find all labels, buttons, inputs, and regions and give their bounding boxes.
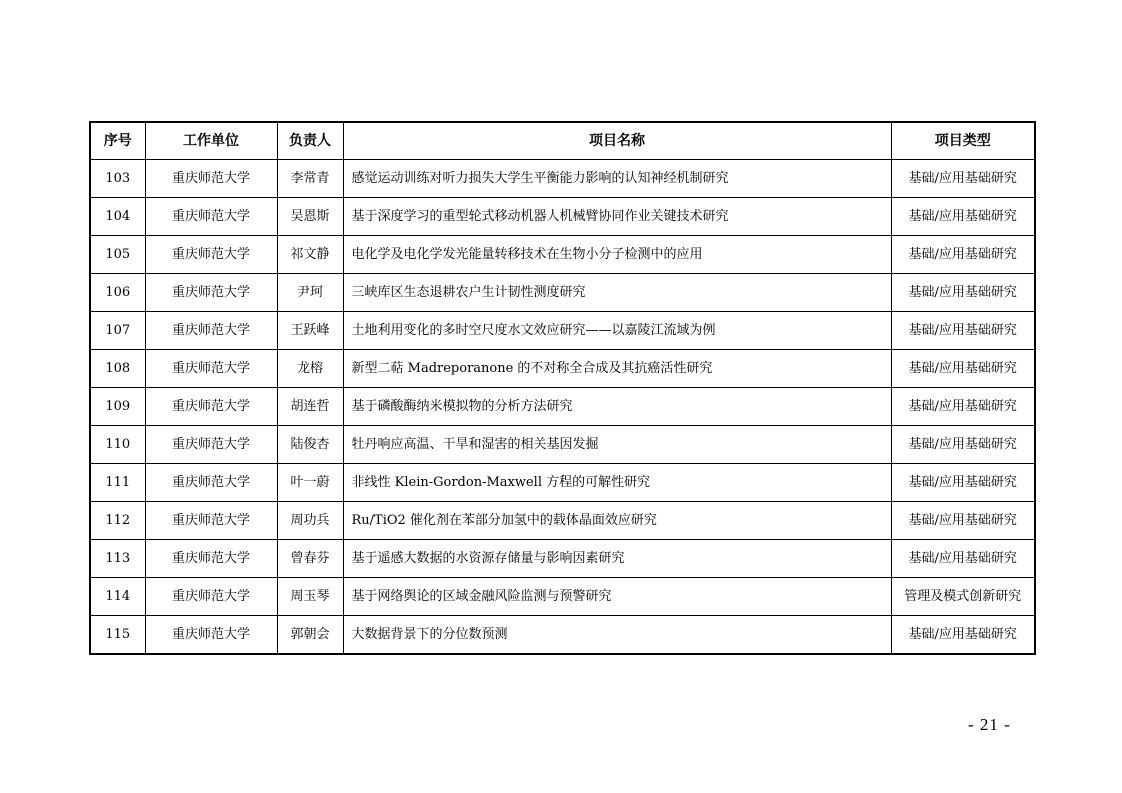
cell-leader: 胡连哲 bbox=[277, 388, 343, 426]
cell-project-name: 土地利用变化的多时空尺度水文效应研究——以嘉陵江流域为例 bbox=[343, 312, 891, 350]
cell-project-name: 牡丹响应高温、干旱和湿害的相关基因发掘 bbox=[343, 426, 891, 464]
cell-leader: 尹珂 bbox=[277, 274, 343, 312]
cell-index: 103 bbox=[90, 160, 145, 198]
cell-project-type: 管理及模式创新研究 bbox=[891, 578, 1035, 616]
cell-unit: 重庆师范大学 bbox=[145, 464, 277, 502]
cell-index: 110 bbox=[90, 426, 145, 464]
cell-project-type: 基础/应用基础研究 bbox=[891, 198, 1035, 236]
table-row bbox=[90, 616, 1035, 655]
cell-index: 108 bbox=[90, 350, 145, 388]
table-row bbox=[90, 464, 1035, 502]
cell-unit: 重庆师范大学 bbox=[145, 312, 277, 350]
cell-project-name: 感觉运动训练对听力损失大学生平衡能力影响的认知神经机制研究 bbox=[343, 160, 891, 198]
cell-leader: 陆俊杏 bbox=[277, 426, 343, 464]
cell-index: 106 bbox=[90, 274, 145, 312]
cell-leader: 吴恩斯 bbox=[277, 198, 343, 236]
cell-unit: 重庆师范大学 bbox=[145, 616, 277, 655]
cell-leader: 龙榕 bbox=[277, 350, 343, 388]
header-project-name: 项目名称 bbox=[343, 122, 891, 160]
cell-unit: 重庆师范大学 bbox=[145, 236, 277, 274]
header-unit: 工作单位 bbox=[145, 122, 277, 160]
cell-unit: 重庆师范大学 bbox=[145, 426, 277, 464]
cell-index: 105 bbox=[90, 236, 145, 274]
header-row bbox=[90, 122, 1035, 160]
header-project-type: 项目类型 bbox=[891, 122, 1035, 160]
table-row bbox=[90, 426, 1035, 464]
cell-unit: 重庆师范大学 bbox=[145, 502, 277, 540]
cell-leader: 祁文静 bbox=[277, 236, 343, 274]
cell-project-type: 基础/应用基础研究 bbox=[891, 236, 1035, 274]
cell-unit: 重庆师范大学 bbox=[145, 160, 277, 198]
cell-project-type: 基础/应用基础研究 bbox=[891, 350, 1035, 388]
cell-project-name: 基于磷酸酶纳米模拟物的分析方法研究 bbox=[343, 388, 891, 426]
cell-leader: 周玉琴 bbox=[277, 578, 343, 616]
cell-leader: 王跃峰 bbox=[277, 312, 343, 350]
cell-project-name: 三峡库区生态退耕农户生计韧性测度研究 bbox=[343, 274, 891, 312]
table-row bbox=[90, 198, 1035, 236]
cell-unit: 重庆师范大学 bbox=[145, 350, 277, 388]
page-number: - 21 - bbox=[968, 715, 1011, 734]
cell-project-name: 基于遥感大数据的水资源存储量与影响因素研究 bbox=[343, 540, 891, 578]
cell-index: 107 bbox=[90, 312, 145, 350]
cell-index: 114 bbox=[90, 578, 145, 616]
cell-index: 109 bbox=[90, 388, 145, 426]
header-leader: 负责人 bbox=[277, 122, 343, 160]
cell-leader: 周功兵 bbox=[277, 502, 343, 540]
table-row bbox=[90, 350, 1035, 388]
table-row bbox=[90, 578, 1035, 616]
table-row bbox=[90, 160, 1035, 198]
cell-project-name: 非线性 Klein-Gordon-Maxwell 方程的可解性研究 bbox=[343, 464, 891, 502]
cell-unit: 重庆师范大学 bbox=[145, 274, 277, 312]
project-table-container bbox=[89, 121, 1034, 655]
cell-project-name: 大数据背景下的分位数预测 bbox=[343, 616, 891, 655]
cell-index: 111 bbox=[90, 464, 145, 502]
table-row bbox=[90, 540, 1035, 578]
cell-project-type: 基础/应用基础研究 bbox=[891, 502, 1035, 540]
project-table bbox=[89, 121, 1036, 655]
header-index: 序号 bbox=[90, 122, 145, 160]
cell-project-type: 基础/应用基础研究 bbox=[891, 464, 1035, 502]
cell-leader: 郭朝会 bbox=[277, 616, 343, 655]
cell-project-type: 基础/应用基础研究 bbox=[891, 388, 1035, 426]
cell-project-name: 新型二萜 Madreporanone 的不对称全合成及其抗癌活性研究 bbox=[343, 350, 891, 388]
cell-unit: 重庆师范大学 bbox=[145, 540, 277, 578]
cell-leader: 叶一蔚 bbox=[277, 464, 343, 502]
table-row bbox=[90, 502, 1035, 540]
table-row bbox=[90, 388, 1035, 426]
cell-project-type: 基础/应用基础研究 bbox=[891, 274, 1035, 312]
table-row bbox=[90, 236, 1035, 274]
cell-leader: 曾春芬 bbox=[277, 540, 343, 578]
cell-unit: 重庆师范大学 bbox=[145, 388, 277, 426]
table-row bbox=[90, 312, 1035, 350]
cell-unit: 重庆师范大学 bbox=[145, 198, 277, 236]
cell-project-type: 基础/应用基础研究 bbox=[891, 616, 1035, 655]
cell-index: 112 bbox=[90, 502, 145, 540]
cell-project-type: 基础/应用基础研究 bbox=[891, 426, 1035, 464]
cell-project-type: 基础/应用基础研究 bbox=[891, 312, 1035, 350]
cell-leader: 李常青 bbox=[277, 160, 343, 198]
cell-project-name: 电化学及电化学发光能量转移技术在生物小分子检测中的应用 bbox=[343, 236, 891, 274]
cell-project-name: 基于深度学习的重型轮式移动机器人机械臂协同作业关键技术研究 bbox=[343, 198, 891, 236]
cell-project-name: 基于网络舆论的区域金融风险监测与预警研究 bbox=[343, 578, 891, 616]
cell-index: 115 bbox=[90, 616, 145, 655]
cell-unit: 重庆师范大学 bbox=[145, 578, 277, 616]
cell-project-name: Ru/TiO2 催化剂在苯部分加氢中的载体晶面效应研究 bbox=[343, 502, 891, 540]
table-row bbox=[90, 274, 1035, 312]
cell-index: 104 bbox=[90, 198, 145, 236]
cell-project-type: 基础/应用基础研究 bbox=[891, 160, 1035, 198]
cell-index: 113 bbox=[90, 540, 145, 578]
cell-project-type: 基础/应用基础研究 bbox=[891, 540, 1035, 578]
